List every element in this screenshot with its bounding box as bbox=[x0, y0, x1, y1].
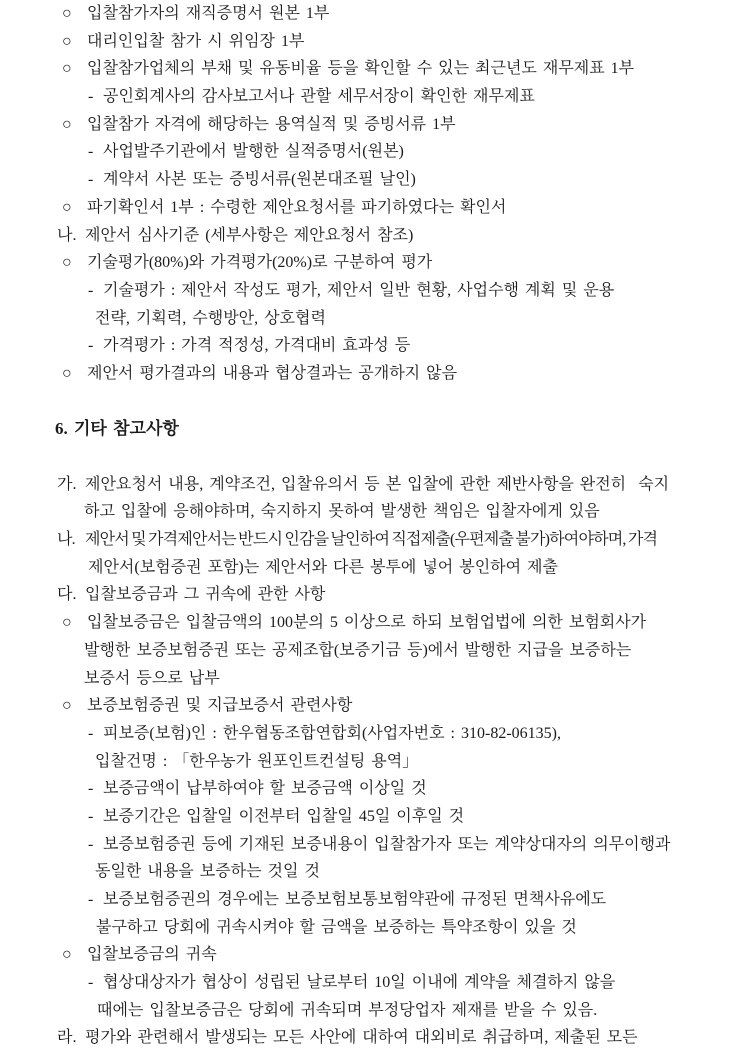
line-text: 제안서 및 가격제안서는 반드시 인감을 날인하여 직접제출(우편제출 불가)하여야하며, 가격 bbox=[85, 531, 658, 549]
dash-bullet: - bbox=[88, 807, 94, 825]
line-text: 보증보험증권의 경우에는 보증보험보통보험약관에 규정된 면책사유에도 bbox=[103, 891, 607, 908]
dash-bullet: - bbox=[88, 337, 94, 355]
document-line bbox=[0, 1024, 750, 1052]
line-text: 기술평가 : 제안서 작성도 평가, 제안서 일반 현황, 사업수행 계획 및 운용 bbox=[103, 281, 615, 299]
line-text: 불구하고 당회에 귀속시켜야 할 금액을 보증하는 특약조항이 있을 것 bbox=[96, 918, 577, 936]
line-text: 입찰참가업체의 부채 및 유동비율 등을 확인할 수 있는 최근년도 재무제표 1부 bbox=[87, 60, 635, 78]
dash-bullet: - bbox=[88, 281, 94, 299]
document-line bbox=[0, 941, 750, 969]
line-text: 제안서(보험증권 포함)는 제안서와 다른 봉투에 넣어 봉인하여 제출 bbox=[88, 558, 558, 576]
line-text: 입찰참가 자격에 해당하는 용역실적 및 증빙서류 1부 bbox=[87, 115, 456, 133]
line-text: 가격평가 : 가격 적정성, 가격대비 효과성 등 bbox=[103, 337, 411, 355]
document-line bbox=[0, 581, 750, 609]
document-line bbox=[0, 692, 750, 720]
line-text: 계약서 사본 또는 증빙서류(원본대조필 날인) bbox=[103, 171, 416, 189]
line-text: 보증금액이 납부하여야 할 보증금액 이상일 것 bbox=[103, 780, 427, 798]
circle-bullet: ○ bbox=[62, 115, 72, 133]
document-line bbox=[0, 249, 750, 277]
line-text: 평가와 관련해서 발생되는 모든 사안에 대하여 대외비로 취급하며, 제출된 모든 bbox=[85, 1029, 638, 1047]
document-line bbox=[0, 111, 750, 139]
circle-bullet: ○ bbox=[62, 697, 72, 715]
document-line bbox=[0, 360, 750, 388]
line-text: 발행한 보증보험증권 또는 공제조합(보증기금 등)에서 발행한 지급을 보증하는 bbox=[84, 641, 632, 659]
document-line bbox=[0, 277, 750, 305]
document-line bbox=[0, 332, 750, 360]
circle-bullet: ○ bbox=[62, 364, 72, 382]
circle-bullet: ○ bbox=[62, 5, 72, 22]
dash-bullet: - bbox=[88, 835, 94, 853]
document-line bbox=[0, 775, 750, 803]
document-line bbox=[0, 831, 750, 859]
line-text: 보증서 등으로 납부 bbox=[84, 669, 220, 687]
item-letter: 나. bbox=[57, 226, 77, 244]
circle-bullet: ○ bbox=[62, 946, 72, 964]
line-text: 입찰보증금과 그 귀속에 관한 사항 bbox=[85, 586, 326, 604]
document-line bbox=[0, 554, 750, 582]
line-text: 입찰건명 : 「한우농가 원포인트컨설팅 용역」 bbox=[95, 752, 419, 770]
circle-bullet: ○ bbox=[62, 60, 72, 78]
document-line bbox=[0, 609, 750, 637]
dash-bullet: - bbox=[88, 143, 94, 161]
document-line bbox=[0, 720, 750, 748]
circle-bullet: ○ bbox=[62, 254, 72, 272]
document-line bbox=[0, 914, 750, 942]
dash-bullet: - bbox=[88, 171, 94, 189]
document-line bbox=[0, 222, 750, 250]
dash-bullet: - bbox=[88, 724, 94, 742]
line-text: 보증보험증권 등에 기재된 보증내용이 입찰참가자 또는 계약상대자의 의무이행과 bbox=[103, 835, 671, 853]
line-text: 보증기간은 입찰일 이전부터 입찰일 45일 이후일 것 bbox=[103, 807, 465, 825]
line-text: 때에는 입찰보증금은 당회에 귀속되며 부정당업자 제재를 받을 수 있음. bbox=[97, 1001, 598, 1019]
document-line bbox=[0, 637, 750, 665]
line-text: 보증보험증권 및 지급보증서 관련사항 bbox=[87, 697, 353, 715]
item-letter: 가. bbox=[57, 475, 77, 493]
dash-bullet: - bbox=[88, 891, 94, 908]
document-line bbox=[0, 526, 750, 554]
line-text: 공인회계사의 감사보고서나 관할 세무서장이 확인한 재무제표 bbox=[103, 88, 535, 106]
document-line bbox=[0, 166, 750, 194]
section-heading bbox=[0, 415, 750, 443]
item-letter: 나. bbox=[57, 531, 75, 549]
line-text: 협상대상자가 협상이 성립된 날로부터 10일 이내에 계약을 체결하지 않을 bbox=[103, 974, 616, 992]
document-line bbox=[0, 886, 750, 914]
document-line bbox=[0, 83, 750, 111]
document-line bbox=[0, 55, 750, 83]
line-text: 기술평가(80%)와 가격평가(20%)로 구분하여 평가 bbox=[87, 254, 433, 272]
dash-bullet: - bbox=[88, 780, 94, 798]
document-line bbox=[0, 969, 750, 997]
line-text: 동일한 내용을 보증하는 것일 것 bbox=[95, 863, 320, 881]
document-line bbox=[0, 194, 750, 222]
document-line bbox=[0, 28, 750, 56]
line-text: 하고 입찰에 응해야하며, 숙지하지 못하여 발생한 책임은 입찰자에게 있음 bbox=[84, 503, 600, 521]
line-text: 제안서 심사기준 (세부사항은 제안요청서 참조) bbox=[85, 226, 414, 244]
document-line bbox=[0, 0, 750, 28]
line-text: 입찰보증금은 입찰금액의 100분의 5 이상으로 하되 보험업법에 의한 보험회사가 bbox=[87, 614, 647, 632]
blank-line bbox=[0, 388, 750, 416]
blank-line bbox=[0, 443, 750, 471]
line-text: 전략, 기획력, 수행방안, 상호협력 bbox=[95, 309, 326, 327]
section-heading-text: 6. 기타 참고사항 bbox=[55, 419, 179, 439]
document-line bbox=[0, 305, 750, 333]
line-text: 제안서 평가결과의 내용과 협상결과는 공개하지 않음 bbox=[87, 364, 458, 382]
dash-bullet: - bbox=[88, 88, 94, 106]
document-line bbox=[0, 665, 750, 693]
line-text: 사업발주기관에서 발행한 실적증명서(원본) bbox=[103, 143, 404, 161]
circle-bullet: ○ bbox=[62, 614, 72, 632]
line-text: 피보증(보험)인 : 한우협동조합연합회(사업자번호 : 310-82-06135), bbox=[103, 724, 561, 742]
item-letter: 라. bbox=[57, 1029, 77, 1047]
document-line bbox=[0, 138, 750, 166]
dash-bullet: - bbox=[88, 974, 94, 992]
document-line bbox=[0, 803, 750, 831]
line-text: 파기확인서 1부 : 수령한 제안요청서를 파기하였다는 확인서 bbox=[87, 198, 507, 216]
circle-bullet: ○ bbox=[62, 198, 72, 216]
line-text: 입찰참가자의 재직증명서 원본 1부 bbox=[87, 5, 330, 22]
circle-bullet: ○ bbox=[62, 32, 72, 50]
item-letter: 다. bbox=[57, 586, 77, 604]
document-line bbox=[0, 748, 750, 776]
document-line bbox=[0, 498, 750, 526]
document-line bbox=[0, 858, 750, 886]
line-text: 제안요청서 내용, 계약조건, 입찰유의서 등 본 입찰에 관한 제반사항을 완전히 숙지 bbox=[85, 475, 670, 493]
document-line bbox=[0, 471, 750, 499]
document-line bbox=[0, 997, 750, 1025]
line-text: 입찰보증금의 귀속 bbox=[87, 946, 217, 964]
line-text: 대리인입찰 참가 시 위임장 1부 bbox=[87, 32, 305, 50]
